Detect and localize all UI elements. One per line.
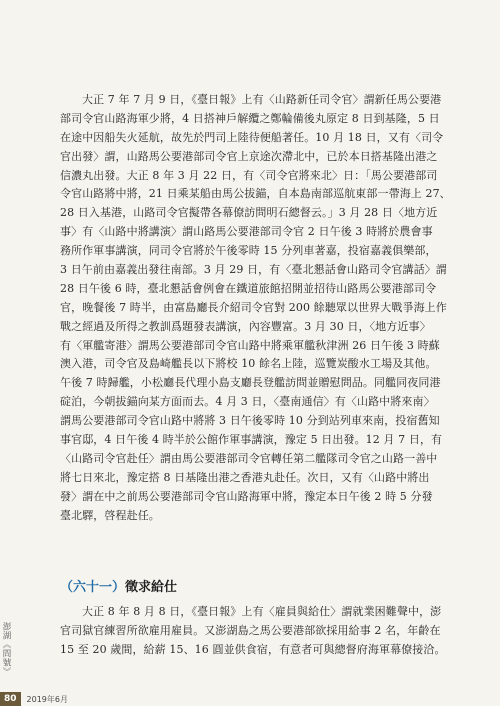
text-line: 碇泊，今朝拔錨向某方面而去。4 月 3 日，〈臺南通信〉有〈山路中將來南〉: [60, 395, 435, 409]
text-line: 戰之經過及所得之教訓爲題發表講演，內容豐富。3 月 30 日，〈地方近事〉: [60, 319, 431, 333]
section-heading: [60, 579, 177, 597]
text-line: 〈山路司令官赴任〉謂由馬公要港部司令官轉任第二艦隊司令官之山路一善中: [60, 451, 438, 465]
text-line: 信濃丸出發。大正 8 年 3 月 22 日，有〈司令官將來北〉日：「馬公要港部司: [60, 168, 438, 182]
text-line: 澳入港，司令官及島崎艦長以下將校 10 餘名上陸，巡覽炭酸水工場及其他。: [60, 357, 437, 371]
text-line: 官出發〉謂，山路馬公要港部司令官上京途次滯北中，已於本日搭基隆出港之: [60, 149, 438, 163]
text-line: 令官山路將中將，21 日乘某船由馬公拔錨，自本島南部巡航東部一帶海上 27、: [60, 187, 451, 201]
page-footer: [0, 692, 500, 706]
text-line: 官司獄官練習所欲雇用雇員。又澎湖島之馬公要港部欲採用給事 2 名，年齡在: [60, 623, 441, 637]
paragraph-1: [60, 91, 460, 525]
issue-date: 2019年6月: [26, 694, 68, 704]
paragraph-2: [60, 603, 460, 660]
text-line: 大正 8 年 8 月 8 日，《臺日報》上有〈雇員與給仕〉謂就業困難聲中，澎: [82, 605, 442, 618]
page-number: 80: [0, 692, 21, 706]
text-line: 臺北驛，啓程赴任。: [60, 508, 160, 522]
text-line: 大正 7 年 7 月 9 日，《臺日報》上有〈山路新任司令官〉謂新任馬公要港: [82, 93, 442, 106]
text-line: 午後 7 時歸艦，小松廳長代理小島支廳長登艦訪問並贈慰問品。同艦同夜同港: [60, 376, 441, 390]
section-number: （六十一）: [60, 580, 126, 595]
text-line: 28 日入基港，山路司令官擬帶各幕僚訪問明石總督云。」3 月 28 日〈地方近: [60, 206, 438, 220]
text-line: 事〉有〈山路中將講演〉謂山路馬公要港部司令官 2 日午後 3 時將於農會事: [60, 225, 433, 239]
text-line: 28 日午後 6 時，臺北懇話會例會在鐵道旅館招開並招待山路馬公要港部司令: [60, 281, 437, 295]
journal-side-tab: 澎湖《問號》: [1, 622, 11, 676]
section-title: 徵求給仕: [125, 580, 178, 595]
text-line: 官，晚餐後 7 時半，由富島廳長介紹司令官對 200 餘聽眾以世界大戰爭海上作: [60, 300, 447, 314]
text-line: 在途中因船失火延航，故先於門司上陸待便船著任。10 月 18 日，又有〈司令: [60, 130, 444, 144]
text-line: 謂馬公要港部司令官山路中將將 3 日午後零時 10 分到站列車來南，投宿舊知: [60, 414, 440, 428]
text-line: 3 日午前由嘉義出發往南部。3 月 29 日，有〈臺北懇話會山路司令官講話〉謂: [60, 263, 447, 277]
text-line: 15 至 20 歲間，給薪 15、16 圓並供食宿，有意者可與總督府海軍幕僚接洽。: [60, 642, 446, 656]
text-line: 部司令官山路海軍少將，4 日搭神戶解纜之鄭輪備後丸原定 8 日到基隆，5 日: [60, 111, 440, 125]
text-line: 發〉謂在中之前馬公要港部司令官山路海軍中將，豫定本日午後 2 時 5 分發: [60, 489, 433, 503]
text-line: 事官邸，4 日午後 4 時半於公館作軍事講演，豫定 5 日出發。12 月 7 日，有: [60, 433, 443, 447]
text-line: 有〈軍艦寄港〉謂馬公要港部司令官山路中將乘軍艦秋津洲 26 日午後 3 時蘇: [60, 338, 440, 352]
text-line: 務所作軍事講演，同司令官將於午後零時 15 分列車著嘉，投宿嘉義俱樂部，: [60, 244, 437, 258]
text-line: 將七日來北，豫定搭 8 日基隆出港之香港丸赴任。次日，又有〈山路中將出: [60, 470, 430, 484]
